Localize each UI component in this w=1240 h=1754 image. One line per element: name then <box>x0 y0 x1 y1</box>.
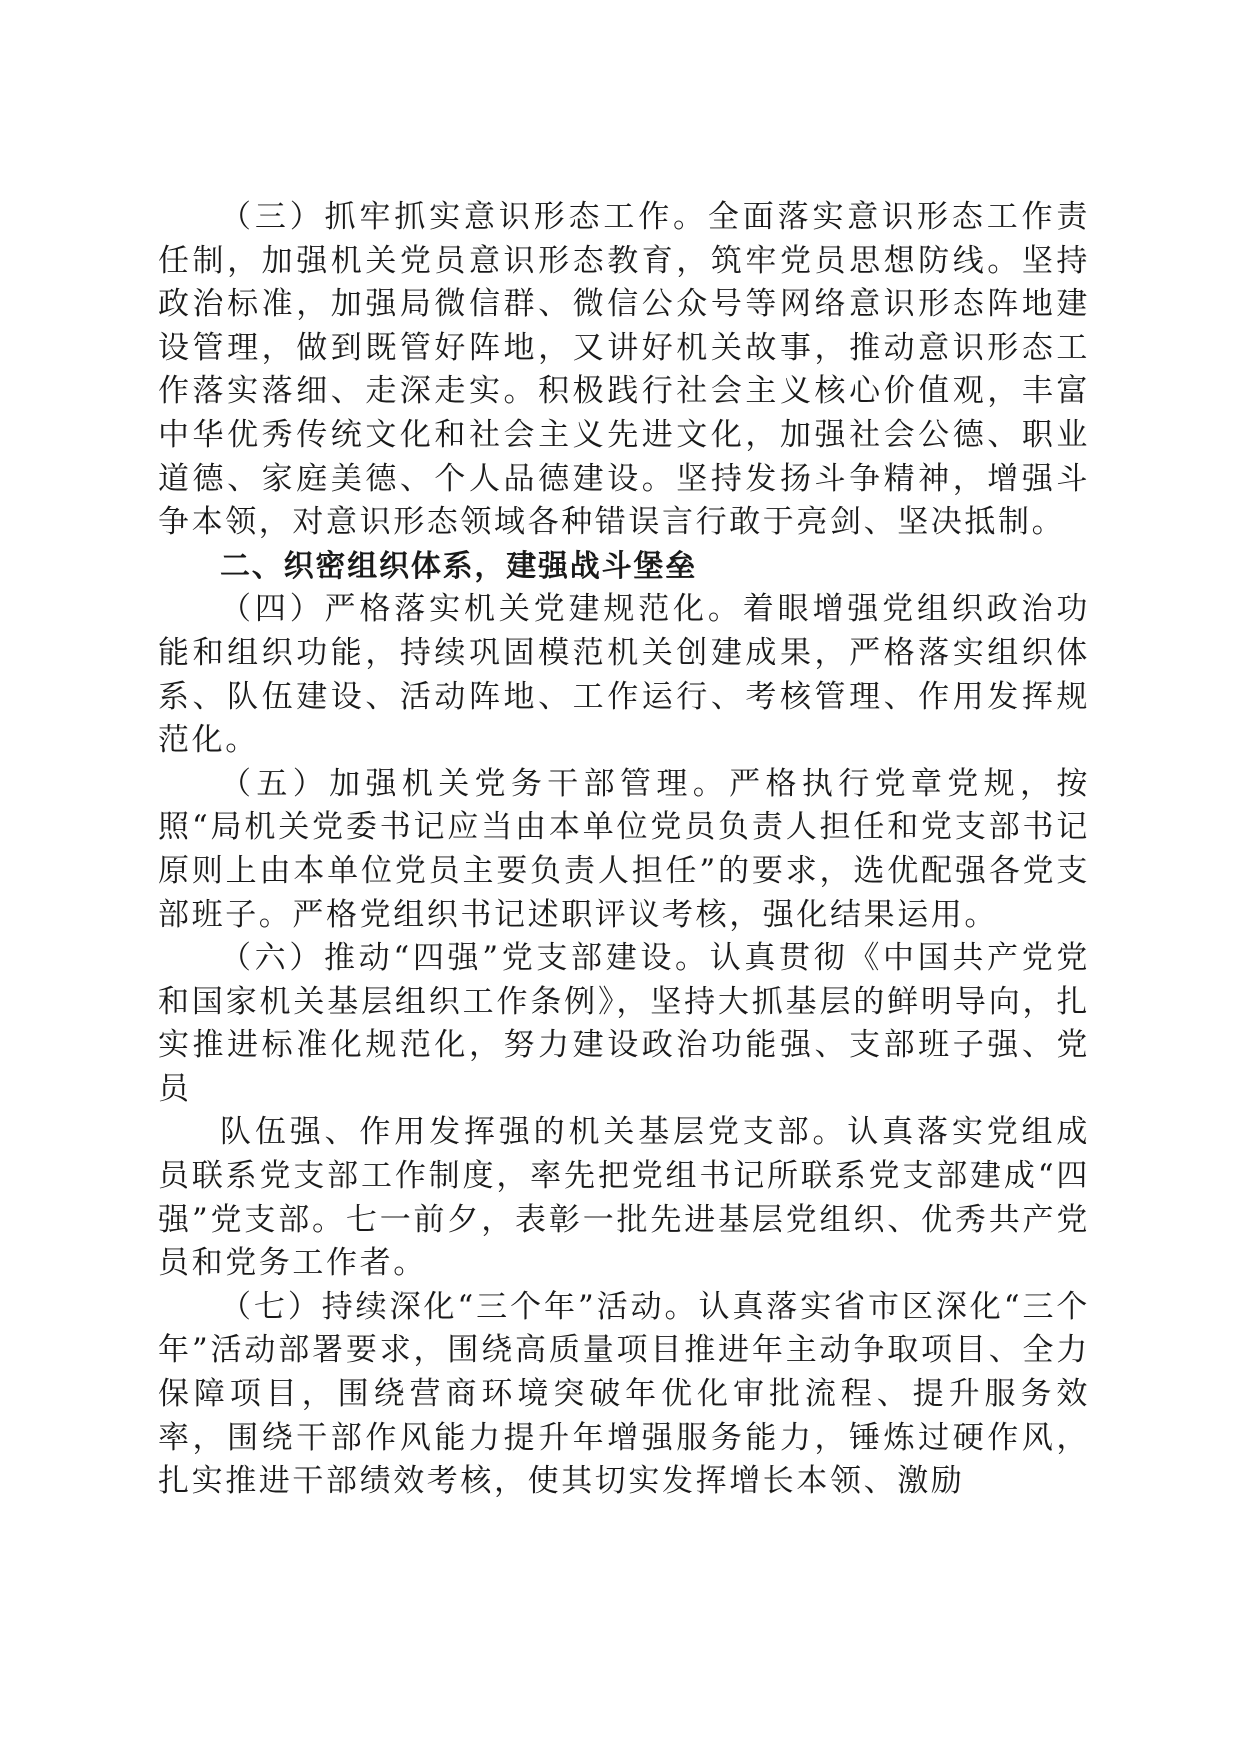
paragraph-ideology-work: （三）抓牢抓实意识形态工作。全面落实意识形态工作责任制，加强机关党员意识形态教育，筑牢党员思想防线。坚持政治标准，加强局微信群、微信公众号等网络意识形态阵地建设管理，做到既管好阵地，又讲好机关故事，推动意识形态工作落实落细、走深走实。积极践行社会主义核心价值观，丰富中华优秀传统文化和社会主义先进文化，加强社会公德、职业道德、家庭美德、个人品德建设。坚持发扬斗争精神，增强斗争本领，对意识形态领域各种错误言行敢于亮剑、坚决抵制。 <box>158 199 1090 541</box>
paragraph-three-years-activity: （七）持续深化“三个年”活动。认真落实省市区深化“三个年”活动部署要求，围绕高质量项目推进年主动争取项目、全力保障项目，围绕营商环境突破年优化审批流程、提升服务效率，围绕干部作风能力提升年增强服务能力，锤炼过硬作风，扎实推进干部绩效考核，使其切实发挥增长本领、激励 <box>158 1288 1090 1500</box>
paragraph-four-strong-continued: 队伍强、作用发挥强的机关基层党支部。认真落实党组成员联系党支部工作制度，率先把党组书记所联系党支部建成“四强”党支部。七一前夕，表彰一批先进基层党组织、优秀共产党员和党务工作者。 <box>158 1114 1090 1282</box>
paragraph-standardization: （四）严格落实机关党建规范化。着眼增强党组织政治功能和组织功能，持续巩固模范机关创建成果，严格落实组织体系、队伍建设、活动阵地、工作运行、考核管理、作用发挥规范化。 <box>158 591 1090 759</box>
section-heading-organization: 二、织密组织体系，建强战斗堡垒 <box>220 548 697 584</box>
paragraph-cadre-management: （五）加强机关党务干部管理。严格执行党章党规，按照“局机关党委书记应当由本单位党员负责人担任和党支部书记原则上由本单位党员主要负责人担任”的要求，选优配强各党支部班子。严格党组织书记述职评议考核，强化结果运用。 <box>158 765 1090 933</box>
document-body <box>158 196 1090 1504</box>
paragraph-four-strong-branch: （六）推动“四强”党支部建设。认真贯彻《中国共产党党和国家机关基层组织工作条例》，坚持大抓基层的鲜明导向，扎实推进标准化规范化，努力建设政治功能强、支部班子强、党员 <box>158 940 1090 1107</box>
